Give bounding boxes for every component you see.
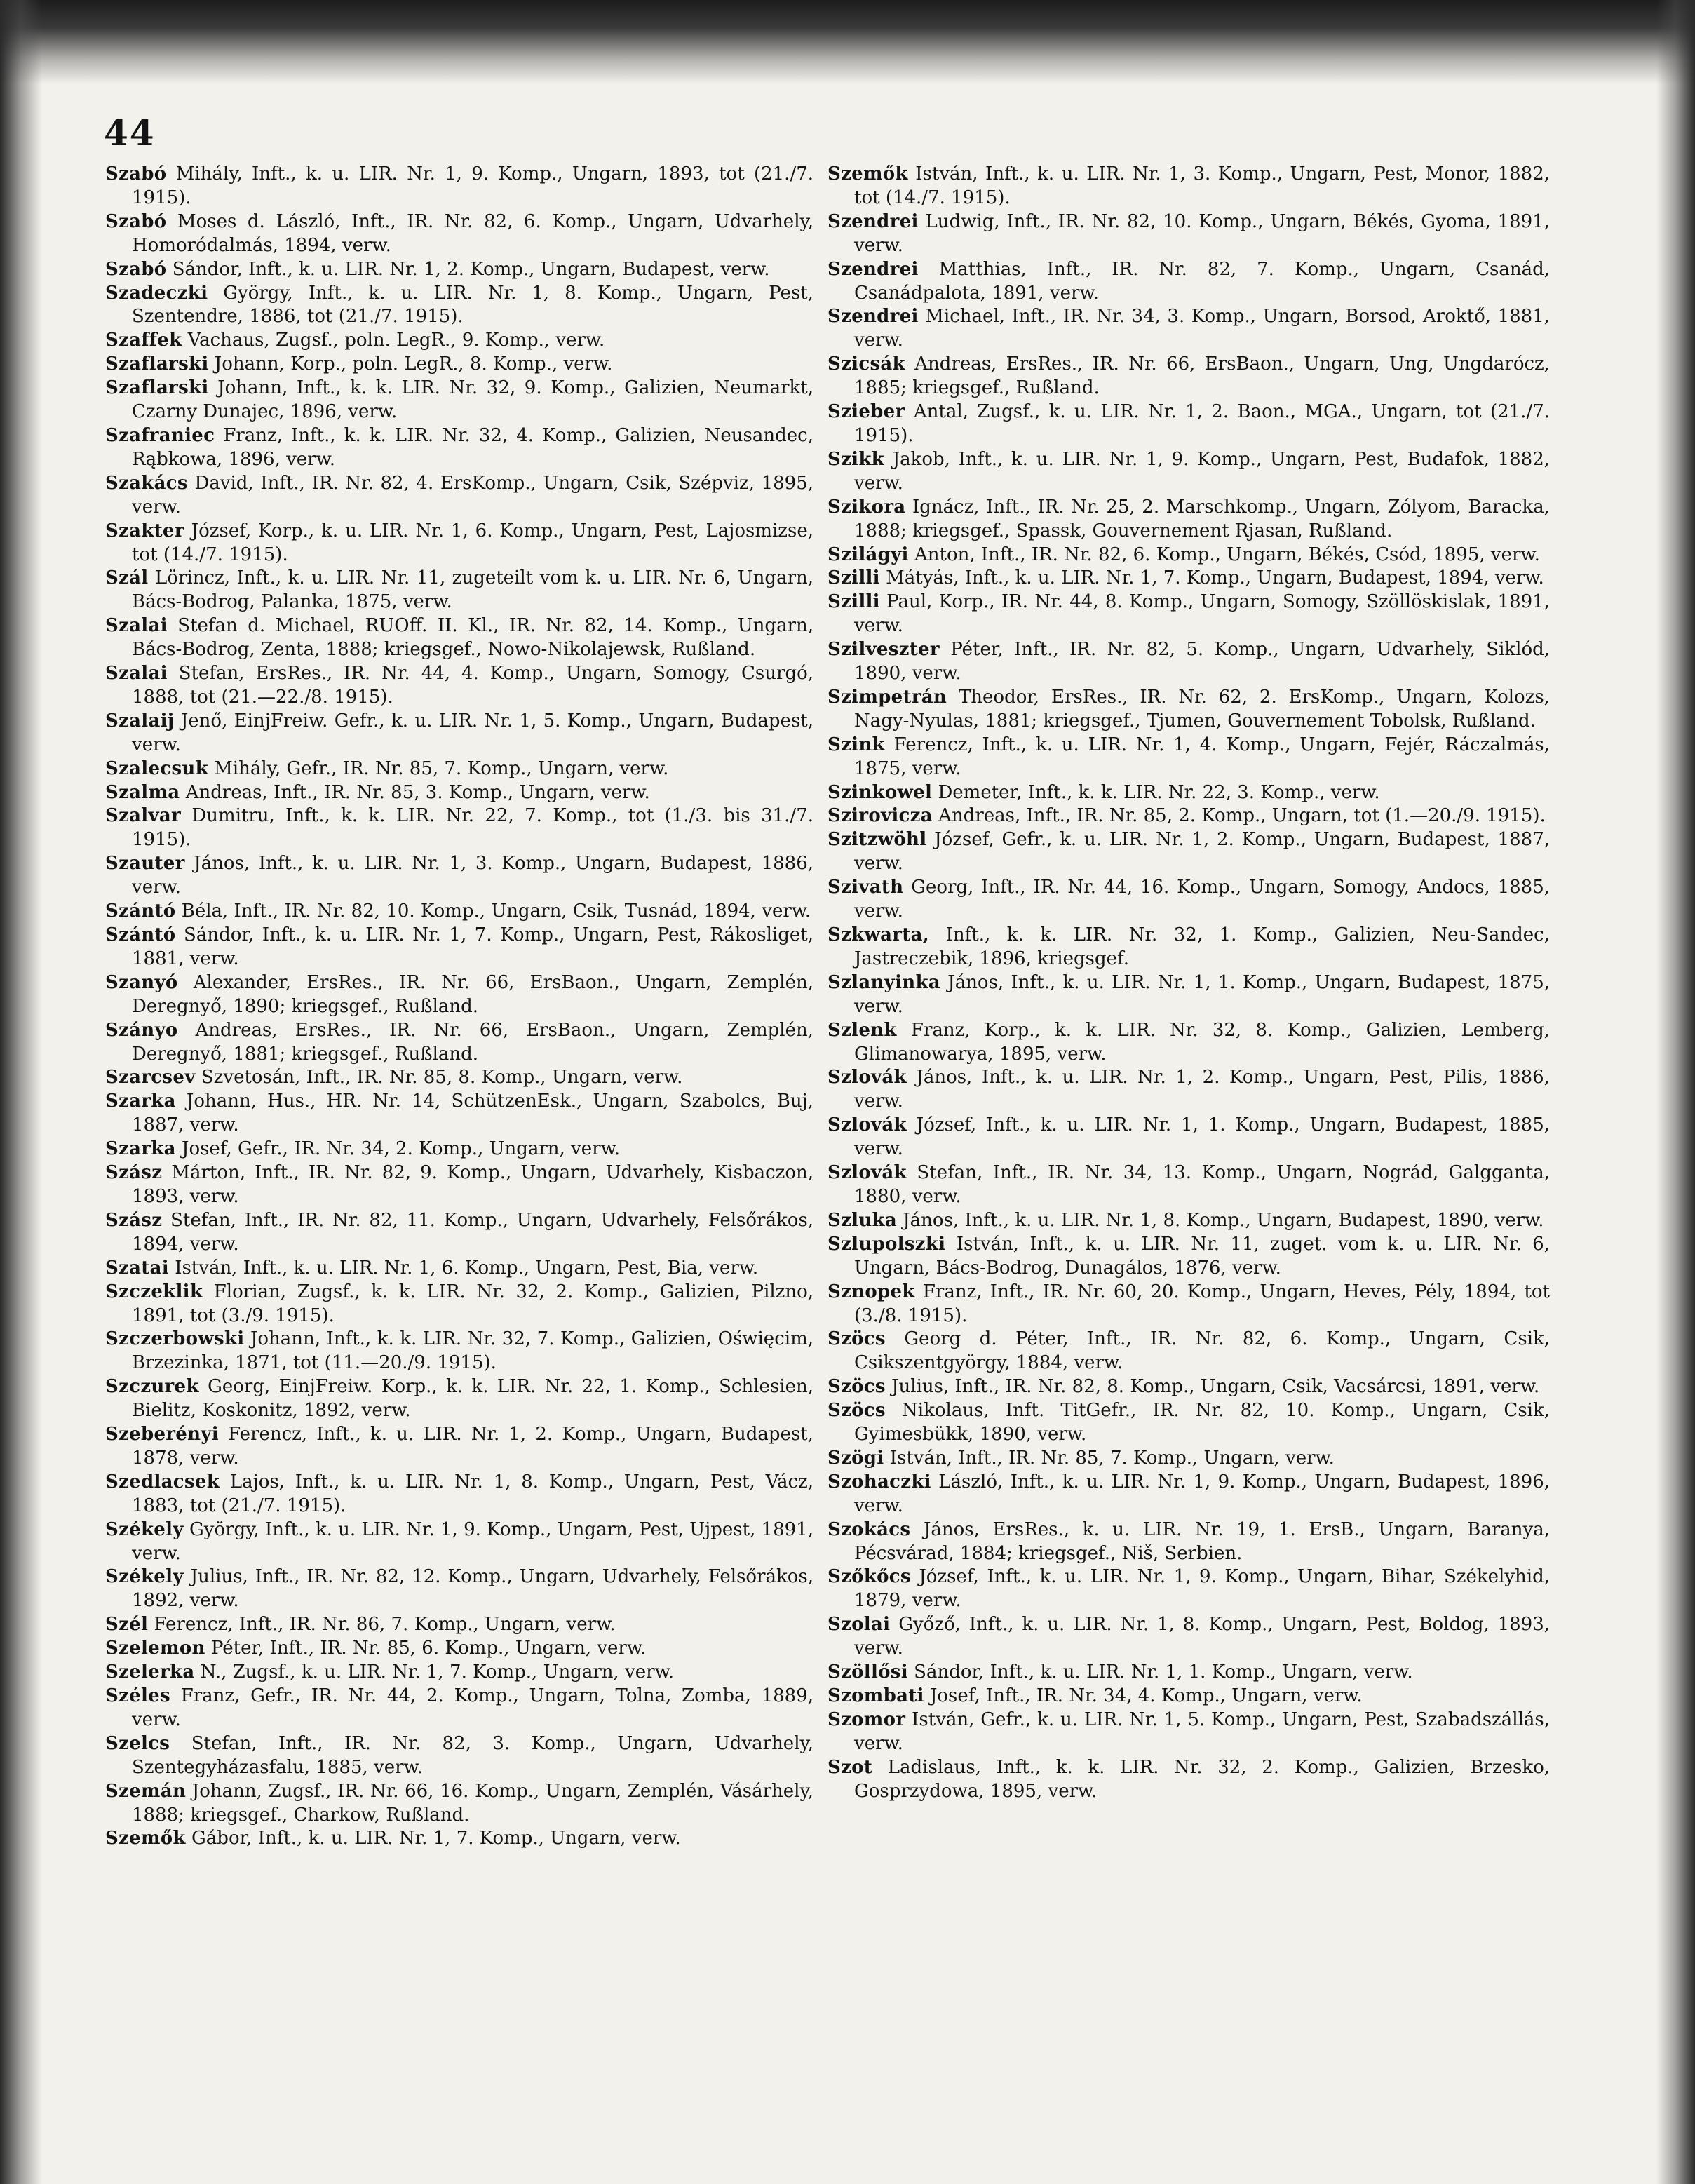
entry-surname: Szilli (828, 567, 880, 589)
entry-surname: Szaflarski (105, 353, 209, 375)
casualty-entry (828, 544, 1550, 567)
entry-details: Jenő, EinjFreiw. Gefr., k. u. LIR. Nr. 1, 5. Komp., Ungarn, Budapest, verw. (132, 710, 813, 755)
casualty-entry (105, 1328, 813, 1375)
casualty-entry (105, 1423, 813, 1471)
entry-surname: Szatai (105, 1257, 169, 1279)
casualty-entry (828, 1471, 1550, 1518)
entry-details: Georg, Inft., IR. Nr. 44, 16. Komp., Ungarn, Somogy, Andocs, 1885, verw. (854, 877, 1551, 922)
entry-details: Ludwig, Inft., IR. Nr. 82, 10. Komp., Ungarn, Békés, Gyoma, 1891, verw. (854, 210, 1550, 256)
casualty-entry (105, 1732, 813, 1780)
casualty-entry (105, 1138, 813, 1161)
casualty-entry (828, 686, 1550, 734)
entry-surname: Székely (105, 1518, 184, 1540)
entry-details: Inft., k. k. LIR. Nr. 32, 1. Komp., Galizien, Neu-Sandec, Jastreczebik, 1896, kriegsgef. (854, 924, 1551, 969)
entry-surname: Szieber (828, 401, 905, 423)
entry-details: Stefan d. Michael, RUOff. II. Kl., IR. Nr. 82, 14. Komp., Ungarn, Bács-Bodrog, Zenta, 1888; kriegsgef., Nowo-Nikolajewsk, Rußland. (132, 615, 814, 661)
entry-details: Ferencz, Inft., k. u. LIR. Nr. 1, 2. Komp., Ungarn, Budapest, 1878, verw. (132, 1424, 814, 1469)
entry-surname: Szarka (105, 1138, 176, 1160)
scan-shadow-top (0, 0, 1695, 84)
entry-surname: Szendrei (828, 258, 919, 280)
casualty-entry (105, 210, 813, 258)
entry-surname: Szafraniec (105, 424, 215, 446)
entry-details: János, Inft., k. u. LIR. Nr. 1, 8. Komp., Ungarn, Budapest, 1890, verw. (903, 1209, 1544, 1231)
entry-details: Vachaus, Zugsf., poln. LegR., 9. Komp., verw. (187, 330, 605, 351)
entry-details: Jakob, Inft., k. u. LIR. Nr. 1, 9. Komp., Ungarn, Pest, Budafok, 1882, verw. (854, 448, 1551, 494)
entry-surname: Szitzwöhl (828, 829, 927, 851)
casualty-entry (105, 282, 813, 330)
entry-surname: Szikk (828, 448, 884, 470)
entry-surname: Szalaij (105, 710, 175, 732)
casualty-entry (828, 210, 1550, 258)
entry-surname: Szántó (105, 901, 176, 922)
entry-details: Michael, Inft., IR. Nr. 34, 3. Komp., Ungarn, Borsod, Aroktő, 1881, verw. (854, 306, 1550, 351)
entry-details: Johann, Zugsf., IR. Nr. 66, 16. Komp., Ungarn, Zemplén, Vásárhely, 1888; kriegsgef., Charkow, Rußland. (132, 1780, 813, 1826)
casualty-entry (105, 1613, 813, 1637)
casualty-entry (105, 971, 813, 1019)
entry-surname: Szöcs (828, 1328, 886, 1350)
entry-surname: Szakter (105, 520, 184, 541)
casualty-entry (105, 1209, 813, 1257)
casualty-entry (828, 567, 1550, 591)
casualty-entry (105, 614, 813, 662)
casualty-entry (105, 1637, 813, 1661)
entry-surname: Szabó (105, 258, 167, 280)
entry-surname: Szabó (105, 163, 167, 184)
entry-surname: Szomor (828, 1708, 906, 1730)
casualty-entry (828, 1708, 1550, 1756)
casualty-entry (828, 1613, 1550, 1661)
entry-details: István, Inft., k. u. LIR. Nr. 1, 3. Komp., Ungarn, Pest, Monor, 1882, tot (14./7. 1915). (854, 163, 1550, 208)
casualty-entry (828, 591, 1550, 638)
entry-surname: Szimpetrán (828, 686, 947, 708)
casualty-entry (828, 638, 1550, 686)
casualty-entry (105, 900, 813, 924)
entry-details: Szvetosán, Inft., IR. Nr. 85, 8. Komp., Ungarn, verw. (201, 1067, 683, 1088)
scan-shadow-right (1656, 0, 1695, 2184)
entry-details: Theodor, ErsRes., IR. Nr. 62, 2. ErsKomp., Ungarn, Kolozs, Nagy-Nyulas, 1881; kriegsgef., Tjumen, Gouvernement Tobolsk, Rußland. (854, 686, 1551, 732)
casualty-entry (828, 804, 1550, 828)
entry-details: István, Gefr., k. u. LIR. Nr. 1, 5. Komp., Ungarn, Pest, Szabadszállás, verw. (854, 1708, 1550, 1754)
entry-details: János, Inft., k. u. LIR. Nr. 1, 3. Komp., Ungarn, Budapest, 1886, verw. (132, 853, 813, 898)
entry-surname: Szelerka (105, 1661, 195, 1683)
entry-surname: Szaffek (105, 330, 182, 351)
casualty-entry (105, 710, 813, 757)
entry-surname: Szanyó (105, 971, 178, 993)
entry-details: N., Zugsf., k. u. LIR. Nr. 1, 7. Komp., Ungarn, verw. (200, 1661, 675, 1683)
casualty-entry (828, 448, 1550, 496)
entry-surname: Szalma (105, 781, 180, 803)
entry-details: Josef, Gefr., IR. Nr. 34, 2. Komp., Ungarn, verw. (182, 1138, 621, 1160)
entry-surname: Szász (105, 1162, 163, 1184)
casualty-entry (105, 329, 813, 353)
entry-details: Béla, Inft., IR. Nr. 82, 10. Komp., Ungarn, Csik, Tusnád, 1894, verw. (181, 901, 811, 922)
entry-surname: Szaflarski (105, 377, 209, 399)
casualty-entry (828, 1281, 1550, 1328)
entry-details: József, Inft., k. u. LIR. Nr. 1, 1. Komp., Ungarn, Budapest, 1885, verw. (854, 1114, 1551, 1160)
entry-details: Stefan, Inft., IR. Nr. 34, 13. Komp., Ungarn, Nográd, Galgganta, 1880, verw. (854, 1162, 1551, 1207)
entry-details: Ferencz, Inft., k. u. LIR. Nr. 1, 4. Komp., Ungarn, Fejér, Ráczalmás, 1875, verw. (854, 734, 1551, 779)
entry-surname: Szendrei (828, 306, 919, 328)
entry-details: Johann, Inft., k. k. LIR. Nr. 32, 7. Komp., Galizien, Oświęcim, Brzezinka, 1871, tot (11.—20./9. 1915). (132, 1328, 813, 1374)
casualty-entry (828, 1209, 1550, 1233)
entry-details: Ladislaus, Inft., k. k. LIR. Nr. 32, 2. Komp., Galizien, Brzesko, Gosprzydowa, 1895, verw. (854, 1756, 1551, 1802)
casualty-entry (828, 781, 1550, 805)
entry-details: József, Korp., k. u. LIR. Nr. 1, 6. Komp., Ungarn, Pest, Lajosmizse, tot (14./7. 1915). (132, 520, 814, 565)
casualty-entry (105, 1565, 813, 1613)
entry-surname: Szilveszter (828, 639, 940, 661)
entry-surname: Szlupolszki (828, 1233, 946, 1255)
entry-details: David, Inft., IR. Nr. 82, 4. ErsKomp., Ungarn, Csik, Szépviz, 1895, verw. (132, 472, 814, 518)
entry-details: Márton, Inft., IR. Nr. 82, 9. Komp., Ungarn, Udvarhely, Kisbaczon, 1893, verw. (132, 1162, 814, 1207)
entry-details: Julius, Inft., IR. Nr. 82, 8. Komp., Ungarn, Csik, Vacsárcsi, 1891, verw. (891, 1376, 1540, 1398)
entry-surname: Szőkőcs (828, 1566, 911, 1588)
entry-details: István, Inft., k. u. LIR. Nr. 1, 6. Komp., Ungarn, Pest, Bia, verw. (175, 1257, 759, 1279)
entry-details: Sándor, Inft., k. u. LIR. Nr. 1, 2. Komp., Ungarn, Budapest, verw. (172, 258, 770, 280)
entry-surname: Szöcs (828, 1376, 886, 1398)
entry-details: Mátyás, Inft., k. u. LIR. Nr. 1, 7. Komp., Ungarn, Budapest, 1894, verw. (886, 567, 1544, 589)
casualty-entry (828, 258, 1550, 306)
entry-details: Stefan, ErsRes., IR. Nr. 44, 4. Komp., Ungarn, Somogy, Csurgó, 1888, tot (21.—22./8. 1915). (132, 663, 814, 708)
entry-surname: Szál (105, 567, 149, 589)
entry-details: Georg, EinjFreiw. Korp., k. k. LIR. Nr. 22, 1. Komp., Schlesien, Bielitz, Koskonitz, 1892, verw. (132, 1376, 813, 1422)
entry-details: József, Inft., k. u. LIR. Nr. 1, 9. Komp., Ungarn, Bihar, Székelyhid, 1879, verw. (854, 1566, 1550, 1612)
casualty-entry (105, 1019, 813, 1067)
casualty-entry (828, 828, 1550, 876)
casualty-entry (828, 734, 1550, 781)
casualty-entry (828, 353, 1550, 400)
entry-surname: Szohaczki (828, 1471, 931, 1492)
entry-details: János, ErsRes., k. u. LIR. Nr. 19, 1. ErsB., Ungarn, Baranya, Pécsvárad, 1884; kriegsgef., Niš, Serbien. (854, 1518, 1550, 1564)
entry-surname: Szilágyi (828, 544, 909, 565)
entry-surname: Szél (105, 1614, 149, 1636)
entry-details: Mihály, Gefr., IR. Nr. 85, 7. Komp., Ungarn, verw. (214, 757, 669, 779)
entry-surname: Szkwarta, (828, 924, 930, 945)
entry-surname: Szöcs (828, 1400, 886, 1422)
entry-surname: Szántó (105, 924, 176, 945)
casualty-entry (105, 1066, 813, 1090)
entry-surname: Szczerbowski (105, 1328, 245, 1350)
entry-details: Franz, Inft., IR. Nr. 60, 20. Komp., Ungarn, Heves, Pély, 1894, tot (3./8. 1915). (854, 1281, 1550, 1326)
entry-surname: Székely (105, 1566, 184, 1588)
casualty-entry (105, 781, 813, 805)
left-column (105, 163, 813, 1851)
entry-details: Johann, Korp., poln. LegR., 8. Komp., verw. (214, 353, 613, 375)
entry-details: György, Inft., k. u. LIR. Nr. 1, 8. Komp., Ungarn, Pest, Szentendre, 1886, tot (21./7. 1915). (132, 282, 813, 328)
entry-details: Franz, Korp., k. k. LIR. Nr. 32, 8. Komp., Galizien, Lemberg, Glimanowarya, 1895, verw. (854, 1019, 1551, 1065)
casualty-entry (105, 1827, 813, 1851)
entry-details: Demeter, Inft., k. k. LIR. Nr. 22, 3. Komp., verw. (938, 781, 1380, 803)
entry-surname: Szányo (105, 1019, 178, 1041)
entry-surname: Szczurek (105, 1376, 199, 1398)
entry-surname: Szöllősi (828, 1661, 908, 1683)
entry-surname: Szlanyinka (828, 971, 940, 993)
entry-surname: Szczeklik (105, 1281, 203, 1302)
entry-details: Anton, Inft., IR. Nr. 82, 6. Komp., Ungarn, Békés, Csód, 1895, verw. (914, 544, 1540, 565)
entry-details: Antal, Zugsf., k. u. LIR. Nr. 1, 2. Baon., MGA., Ungarn, tot (21./7. 1915). (854, 401, 1551, 446)
casualty-entry (105, 163, 813, 210)
entry-surname: Szlovák (828, 1114, 907, 1136)
casualty-entry (105, 1471, 813, 1518)
entry-details: Johann, Hus., HR. Nr. 14, SchützenEsk., Ungarn, Szabolcs, Buj, 1887, verw. (132, 1091, 813, 1136)
casualty-entry (105, 1090, 813, 1138)
casualty-entry (105, 1257, 813, 1281)
entry-details: István, Inft., k. u. LIR. Nr. 11, zuget. vom k. u. LIR. Nr. 6, Ungarn, Bács-Bodrog, Dunagálos, 1876, verw. (854, 1233, 1550, 1279)
casualty-entry (828, 1233, 1550, 1281)
entry-surname: Szeberényi (105, 1424, 219, 1445)
entry-surname: Szolai (828, 1614, 891, 1636)
casualty-entry (828, 1114, 1550, 1161)
entry-surname: Szlovák (828, 1067, 907, 1088)
entry-details: Johann, Inft., k. k. LIR. Nr. 32, 9. Komp., Galizien, Neumarkt, Czarny Dunajec, 1896, verw. (132, 377, 814, 423)
entry-surname: Szlenk (828, 1019, 897, 1041)
entry-details: Franz, Inft., k. k. LIR. Nr. 32, 4. Komp., Galizien, Neusandec, Rąbkowa, 1896, verw. (132, 424, 813, 470)
entry-surname: Szemán (105, 1780, 187, 1802)
entry-surname: Szot (828, 1756, 873, 1778)
casualty-entry (828, 305, 1550, 353)
casualty-entry (828, 1756, 1550, 1804)
casualty-entry (105, 852, 813, 900)
entry-details: Sándor, Inft., k. u. LIR. Nr. 1, 1. Komp., Ungarn, verw. (914, 1661, 1413, 1683)
entry-details: Gábor, Inft., k. u. LIR. Nr. 1, 7. Komp., Ungarn, verw. (191, 1828, 681, 1849)
casualty-entry (105, 1161, 813, 1209)
entry-details: Alexander, ErsRes., IR. Nr. 66, ErsBaon., Ungarn, Zemplén, Deregnyő, 1890; kriegsgef., Rußland. (132, 971, 813, 1017)
entry-surname: Szelcs (105, 1732, 170, 1754)
entry-details: Georg d. Péter, Inft., IR. Nr. 82, 6. Komp., Ungarn, Csik, Csikszentgyörgy, 1884, verw. (854, 1328, 1550, 1374)
entry-details: Florian, Zugsf., k. k. LIR. Nr. 32, 2. Komp., Galizien, Pilzno, 1891, tot (3./9. 1915). (132, 1281, 813, 1326)
entry-surname: Szász (105, 1209, 163, 1231)
entry-surname: Szirovicza (828, 805, 933, 827)
entry-surname: Szögi (828, 1447, 884, 1469)
casualty-entry (105, 1661, 813, 1685)
casualty-entry (828, 1518, 1550, 1566)
casualty-entry (828, 1019, 1550, 1067)
casualty-entry (105, 520, 813, 567)
casualty-entry (105, 1281, 813, 1328)
casualty-entry (828, 1328, 1550, 1375)
entry-surname: Szikora (828, 496, 906, 518)
entry-details: Ignácz, Inft., IR. Nr. 25, 2. Marschkomp., Ungarn, Zólyom, Baracka, 1888; kriegsgef., Spassk, Gouvernement Rjasan, Rußland. (854, 496, 1550, 541)
entry-details: Nikolaus, Inft. TitGefr., IR. Nr. 82, 10. Komp., Ungarn, Csik, Gyimesbükk, 1890, verw. (854, 1400, 1551, 1445)
entry-surname: Sznopek (828, 1281, 915, 1302)
entry-details: Andreas, Inft., IR. Nr. 85, 2. Komp., Ungarn, tot (1.—20./9. 1915). (938, 805, 1546, 827)
casualty-entry (828, 1161, 1550, 1209)
entry-surname: Szadeczki (105, 282, 208, 304)
casualty-entry (105, 258, 813, 282)
entry-surname: Szabó (105, 210, 167, 232)
entry-surname: Szauter (105, 853, 185, 875)
casualty-entry (105, 472, 813, 520)
casualty-entry (105, 804, 813, 852)
entry-details: Andreas, ErsRes., IR. Nr. 66, ErsBaon., Ungarn, Zemplén, Deregnyő, 1881; kriegsgef., Rußland. (132, 1019, 813, 1065)
entry-surname: Széles (105, 1685, 170, 1706)
casualty-entry (105, 757, 813, 781)
casualty-entry (105, 924, 813, 971)
entry-surname: Szivath (828, 877, 904, 898)
page-number: 44 (104, 112, 156, 154)
entry-details: Paul, Korp., IR. Nr. 44, 8. Komp., Ungarn, Somogy, Szöllöskislak, 1891, verw. (854, 591, 1551, 637)
casualty-entry (105, 353, 813, 377)
entry-surname: Szalecsuk (105, 757, 208, 779)
entry-details: Josef, Inft., IR. Nr. 34, 4. Komp., Ungarn, verw. (929, 1685, 1363, 1706)
entry-details: Péter, Inft., IR. Nr. 85, 6. Komp., Ungarn, verw. (210, 1638, 647, 1659)
casualty-entry (828, 876, 1550, 924)
casualty-entry (105, 662, 813, 710)
entry-surname: Szicsák (828, 353, 905, 375)
casualty-entry (828, 1447, 1550, 1471)
right-column (828, 163, 1550, 1804)
casualty-entry (828, 1685, 1550, 1708)
entry-surname: Szinkowel (828, 781, 933, 803)
casualty-entry (105, 1780, 813, 1828)
entry-details: József, Gefr., k. u. LIR. Nr. 1, 2. Komp., Ungarn, Budapest, 1887, verw. (854, 829, 1551, 875)
entry-surname: Szombati (828, 1685, 924, 1706)
casualty-entry (828, 1399, 1550, 1447)
casualty-entry (828, 496, 1550, 544)
entry-surname: Szarka (105, 1091, 176, 1112)
entry-details: Stefan, Inft., IR. Nr. 82, 11. Komp., Ungarn, Udvarhely, Felsőrákos, 1894, verw. (132, 1209, 813, 1255)
entry-details: Győző, Inft., k. u. LIR. Nr. 1, 8. Komp., Ungarn, Pest, Boldog, 1893, verw. (854, 1614, 1551, 1659)
entry-details: Ferencz, Inft., IR. Nr. 86, 7. Komp., Ungarn, verw. (154, 1614, 616, 1636)
entry-details: Dumitru, Inft., k. k. LIR. Nr. 22, 7. Komp., tot (1./3. bis 31./7. 1915). (132, 805, 813, 851)
entry-surname: Szluka (828, 1209, 897, 1231)
casualty-entry (828, 1661, 1550, 1685)
entry-details: Andreas, Inft., IR. Nr. 85, 3. Komp., Ungarn, verw. (185, 781, 650, 803)
entry-details: György, Inft., k. u. LIR. Nr. 1, 9. Komp., Ungarn, Pest, Ujpest, 1891, verw. (132, 1518, 813, 1564)
entry-surname: Szlovák (828, 1162, 907, 1184)
entry-surname: Szedlacsek (105, 1471, 220, 1492)
casualty-entry (828, 163, 1550, 210)
entry-details: Andreas, ErsRes., IR. Nr. 66, ErsBaon., Ungarn, Ung, Ungdarócz, 1885; kriegsgef., Rußland. (854, 353, 1551, 399)
entry-details: János, Inft., k. u. LIR. Nr. 1, 1. Komp., Ungarn, Budapest, 1875, verw. (854, 971, 1551, 1017)
entry-surname: Szokács (828, 1518, 911, 1540)
scan-shadow-left (0, 0, 42, 2184)
entry-surname: Szalai (105, 615, 168, 637)
entry-details: Matthias, Inft., IR. Nr. 82, 7. Komp., Ungarn, Csanád, Csanádpalota, 1891, verw. (854, 258, 1551, 304)
entry-surname: Szink (828, 734, 885, 755)
casualty-entry (828, 924, 1550, 971)
casualty-entry (828, 1565, 1550, 1613)
entry-surname: Szemők (828, 163, 908, 184)
entry-surname: Szilli (828, 591, 880, 613)
casualty-entry (105, 567, 813, 614)
entry-details: Lörincz, Inft., k. u. LIR. Nr. 11, zugeteilt vom k. u. LIR. Nr. 6, Ungarn, Bács-Bodrog, Palanka, 1875, verw. (132, 567, 814, 613)
entry-surname: Szarcsev (105, 1067, 196, 1088)
entry-details: Moses d. László, Inft., IR. Nr. 82, 6. Komp., Ungarn, Udvarhely, Homoródalmás, 1894, verw. (132, 210, 814, 256)
casualty-entry (828, 1066, 1550, 1114)
casualty-entry (828, 400, 1550, 448)
entry-details: Péter, Inft., IR. Nr. 82, 5. Komp., Ungarn, Udvarhely, Siklód, 1890, verw. (854, 639, 1551, 685)
entry-details: Sándor, Inft., k. u. LIR. Nr. 1, 7. Komp., Ungarn, Pest, Rákosliget, 1881, verw. (132, 924, 813, 969)
entry-details: Stefan, Inft., IR. Nr. 82, 3. Komp., Ungarn, Udvarhely, Szentegyházasfalu, 1885, verw. (132, 1732, 814, 1778)
casualty-entry (105, 377, 813, 424)
entry-surname: Szalvar (105, 805, 182, 827)
casualty-entry (105, 424, 813, 472)
casualty-entry (105, 1685, 813, 1732)
entry-surname: Szakács (105, 472, 188, 494)
entry-surname: Szemők (105, 1828, 186, 1849)
entry-details: Lajos, Inft., k. u. LIR. Nr. 1, 8. Komp., Ungarn, Pest, Vácz, 1883, tot (21./7. 1915). (132, 1471, 813, 1516)
entry-details: Mihály, Inft., k. u. LIR. Nr. 1, 9. Komp., Ungarn, 1893, tot (21./7. 1915). (132, 163, 814, 208)
entry-surname: Szendrei (828, 210, 919, 232)
casualty-entry (105, 1375, 813, 1423)
entry-details: Franz, Gefr., IR. Nr. 44, 2. Komp., Ungarn, Tolna, Zomba, 1889, verw. (132, 1685, 813, 1730)
entry-surname: Szelemon (105, 1638, 205, 1659)
casualty-entry (105, 1518, 813, 1566)
entry-surname: Szalai (105, 663, 168, 685)
casualty-entry (828, 971, 1550, 1019)
entry-details: István, Inft., IR. Nr. 85, 7. Komp., Ungarn, verw. (889, 1447, 1335, 1469)
entry-details: Julius, Inft., IR. Nr. 82, 12. Komp., Ungarn, Udvarhely, Felsőrákos, 1892, verw. (132, 1566, 814, 1612)
casualty-entry (828, 1375, 1550, 1399)
entry-details: László, Inft., k. u. LIR. Nr. 1, 9. Komp., Ungarn, Budapest, 1896, verw. (854, 1471, 1551, 1516)
entry-details: János, Inft., k. u. LIR. Nr. 1, 2. Komp., Ungarn, Pest, Pilis, 1886, verw. (854, 1067, 1550, 1112)
